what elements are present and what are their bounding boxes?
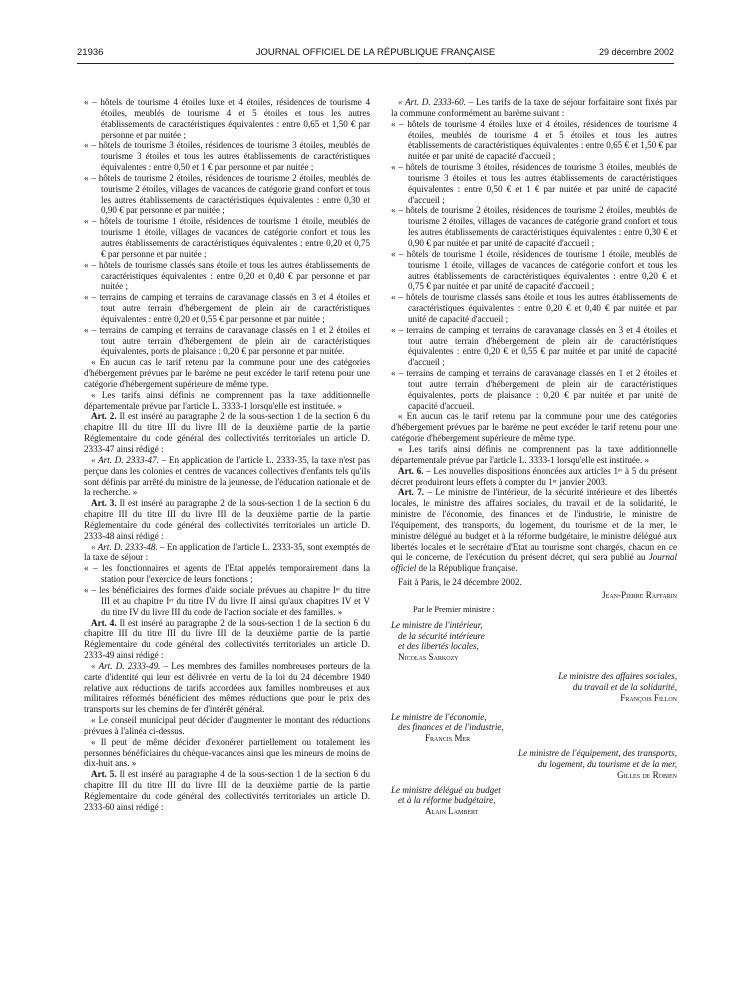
- paragraph: « Les tarifs ainsi définis ne comprennent pas la taxe additionnelle départementale prévue par l'article L. 3333-1 lorsqu'elle est instituée. »: [391, 444, 677, 465]
- article-text-end: de la République française.: [418, 563, 518, 574]
- article-text: Il est inséré au paragraphe 2 de la sous-section 1 de la section 6 du chapitre III du titre III du livre III de la deuxième partie de la partie Réglementaire du code général des collectivités territoriales un article D. 2333-49 ainsi rédigé :: [84, 617, 371, 661]
- right-column: [391, 97, 677, 817]
- article-7: [391, 487, 677, 574]
- minister-name: Nicolas Sarkozy: [398, 652, 459, 663]
- article-2: [84, 411, 370, 454]
- minister-title: Le ministre des affaires sociales,: [558, 671, 677, 682]
- page-header: [77, 47, 674, 61]
- minister-title: Le ministre délégué au budget: [391, 784, 501, 795]
- article-text: – Les nouvelles dispositions énoncées aux articles 1ᵉʳ à 5 du présent décret produiront leurs effets à compter du 1ᵉʳ janvier 2003.: [391, 465, 678, 487]
- article-text: – En application de l'article L. 2333-35, la taxe n'est pas perçue dans les colonies et centres de vacances collectives d'enfants tels qu'ils sont définis par arrêté du ministre de la jeunesse, de l'éducation nationale et de la recherche. »: [84, 454, 370, 498]
- article-label: Art. 2.: [91, 411, 117, 422]
- signature-budget: [391, 785, 677, 818]
- article-label: Art. 4.: [91, 617, 117, 628]
- minister-name: Gilles de Robien: [617, 769, 677, 780]
- article-text: – En application de l'article L. 2333-35, sont exemptés de la taxe de séjour :: [84, 541, 370, 563]
- tariff-item: « – terrains de camping et terrains de caravanage classés en 1 et 2 étoiles et tout autre terrain d'hébergement de plein air de caractéristiques équivalentes, ports de plaisance : 0,20 € par nuitée et par unité de capacité d'accueil.: [391, 368, 677, 411]
- article-text: – Le ministre de l'intérieur, de la sécurité intérieure et des libertés locales, le ministre des affaires sociales, du travail et de la solidarité, le ministre de l'économie, des finances et de l'industrie, le ministre de l'équipement, des transports, du logement, du tourisme et de la mer, le ministre délégué au budget et à la réforme budgétaire, le ministre délégué aux libertés locales et le secrétaire d'Etat au tourisme sont chargés, chacun en ce qui le concerne, de l'exécution du présent décret, qui sera publié au: [391, 487, 677, 563]
- article-text: – Les tarifs de la taxe de séjour forfaitaire sont fixés par la commune conformément au barème suivant :: [391, 97, 677, 118]
- page-number: 21936: [77, 47, 104, 58]
- paragraph: « En aucun cas le tarif retenu par la commune pour une des catégories d'hébergement prévues par le barème ne peut excéder le tarif retenu pour une catégorie d'hébergement supérieure de même type.: [391, 411, 677, 444]
- tariff-item: « – hôtels de tourisme classés sans étoile et tous les autres établissements de caractéristiques équivalentes : entre 0,20 et 0,40 € par personne et par nuitée ;: [84, 259, 370, 292]
- minister-title: de la sécurité intérieure: [398, 630, 485, 641]
- tariff-item: « – hôtels de tourisme 2 étoiles, résidences de tourisme 2 étoiles, meublés de tourisme 2 étoiles, villages de vacances de catégorie grand confort et tous les autres établissements de caractéristiques équivalentes : entre 0,30 € et 0,90 € par nuitée et par unité de capacité d'accueil ;: [391, 205, 677, 248]
- by-prime-minister: Par le Premier ministre :: [413, 604, 495, 614]
- article-5: [84, 769, 370, 812]
- minister-title: du logement, du tourisme et de la mer,: [537, 758, 677, 769]
- tariff-item: « – hôtels de tourisme 2 étoiles, résidences de tourisme 2 étoiles, meublés de tourisme 2 étoiles, villages de vacances de catégorie grand confort et tous les autres établissements de caractéristiques équivalentes : entre 0,30 et 0,90 € par personne et par nuitée ;: [84, 172, 370, 216]
- article-label: « Art. D. 2333-49.: [91, 660, 161, 671]
- minister-title: du travail et de la solidarité,: [572, 681, 677, 692]
- minister-name: François Fillon: [620, 692, 677, 703]
- article-d-2333-49: [84, 661, 370, 715]
- tariff-item: « – hôtels de tourisme 4 étoiles luxe et 4 étoiles, résidences de tourisme 4 étoiles, meublés de tourisme 4 et 5 étoiles et tous les autres établissements de caractéristiques équivalentes : entre 0,65 et 1,50 € par personne et par nuitée ;: [84, 97, 370, 140]
- tariff-item: « – terrains de camping et terrains de caravanage classés en 3 et 4 étoiles et tout autre terrain d'hébergement de plein air de caractéristiques équivalentes : entre 0,20 € et 0,55 € par nuitée et par unité de capacité d'accueil ;: [391, 324, 677, 368]
- article-label: « Art. D. 2333-60.: [398, 97, 466, 107]
- left-column: [84, 97, 370, 813]
- article-label: « Art. D. 2333-48.: [91, 541, 158, 552]
- tariff-item: « – hôtels de tourisme 3 étoiles, résidences de tourisme 3 étoiles, meublés de tourisme 3 étoiles et tous les autres établissements de caractéristiques équivalentes : entre 0,50 et 1 € par personne et par nuitée ;: [84, 140, 370, 173]
- tariff-item: « – terrains de camping et terrains de caravanage classés en 1 et 2 étoiles et tout autre terrain d'hébergement de plein air de caractéristiques équivalentes, ports de plaisance : 0,20 € par personne et par nuitée.: [84, 324, 370, 357]
- journal-reference: Journal officiel: [391, 552, 677, 574]
- signature-interieur: [391, 620, 677, 663]
- article-d-2333-48: [84, 542, 370, 564]
- article-label: Art. 6.: [398, 465, 424, 476]
- signature-equipement: [391, 748, 677, 781]
- tariff-item: « – hôtels de tourisme 3 étoiles, résidences de tourisme 3 étoiles, meublés de tourisme 3 étoiles et tous les autres établissements de caractéristiques équivalentes : entre 0,50 € et 1 € par nuitée et par unité de capacité d'accueil ;: [391, 162, 677, 205]
- minister-title: et des libertés locales,: [398, 641, 479, 652]
- article-text: Il est inséré au paragraphe 2 de la sous-section 1 de la section 6 du chapitre III du titre III du livre III de la deuxième partie de la partie Réglementaire du code général des collectivités territoriales un article D. 2333-48 ainsi rédigé :: [84, 498, 371, 541]
- article-6: [391, 466, 677, 488]
- header-rule: [77, 63, 674, 64]
- exemption-item: « – les fonctionnaires et agents de l'Etat appelés temporairement dans la station pour l'exercice de leurs fonctions ;: [84, 563, 370, 585]
- minister-name: Alain Lambert: [425, 806, 479, 817]
- tariff-item: « – hôtels de tourisme 1 étoile, résidences de tourisme 1 étoile, meublés de tourisme 1 étoile, villages de vacances de catégorie confort et tous les autres établissements de caractéristiques équivalentes : entre 0,20 et 0,75 € par personne et par nuitée ;: [84, 216, 370, 259]
- article-4: [84, 618, 370, 661]
- minister-name: Francis Mer: [425, 733, 471, 744]
- paragraph: « Les tarifs ainsi définis ne comprennent pas la taxe additionnelle départementale prévue par l'article L. 3333-1 lorsqu'elle est instituée. »: [84, 389, 370, 411]
- signing-place-date: Fait à Paris, le 24 décembre 2002.: [398, 577, 522, 588]
- paragraph: « En aucun cas le tarif retenu par la commune pour une des catégories d'hébergement prévues par le barème ne peut excéder le tarif retenu pour une catégorie d'hébergement supérieure de même type.: [84, 357, 370, 389]
- tariff-item: « – hôtels de tourisme classés sans étoile et tous les autres établissements de caractéristiques équivalentes : entre 0,20 € et 0,40 € par nuitée et par unité de capacité d'accueil ;: [391, 292, 677, 324]
- article-text: Il est inséré au paragraphe 4 de la sous-section 1 de la section 6 du chapitre III du titre III du livre III de la deuxième partie de la partie Réglementaire du code général des collectivités territoriales un article D. 2333-60 ainsi rédigé :: [84, 769, 371, 812]
- article-text: Il est inséré au paragraphe 2 de la sous-section 1 de la section 6 du chapitre III du titre III du livre III de la deuxième partie de la partie Réglementaire du code général des collectivités territoriales un article D. 2333-47 ainsi rédigé :: [84, 411, 371, 454]
- article-label: Art. 7.: [398, 487, 425, 498]
- minister-title: des finances et de l'industrie,: [398, 722, 504, 733]
- signature-economie: [391, 712, 677, 745]
- paragraph: « Le conseil municipal peut décider d'augmenter le montant des réductions prévues à l'alinéa ci-dessus.: [84, 715, 370, 736]
- signature-sociales: [391, 671, 677, 704]
- tariff-item: « – hôtels de tourisme 4 étoiles luxe et 4 étoiles, résidences de tourisme 4 étoiles, meublés de tourisme 4 et 5 étoiles et tous les autres établissements de caractéristiques équivalentes : entre 0,65 € et 1,50 € par nuitée et par unité de capacité d'accueil ;: [391, 118, 677, 162]
- tariff-item: « – hôtels de tourisme 1 étoile, résidences de tourisme 1 étoile, meublés de tourisme 1 étoile, villages de vacances de catégorie confort et tous les autres établissements de caractéristiques équivalentes : entre 0,20 € et 0,75 € par nuitée et par unité de capacité d'accueil ;: [391, 248, 677, 292]
- publication-date: 29 décembre 2002: [598, 47, 674, 57]
- article-3: [84, 498, 370, 541]
- exemption-item: « – les bénéficiaires des formes d'aide sociale prévues au chapitre Iᵉʳ du titre III et au chapitre Iᵉʳ du titre IV du livre II ainsi qu'aux chapitres IV et V du titre IV du livre III du code de l'action sociale et des familles. »: [84, 584, 370, 617]
- minister-title: Le ministre de l'économie,: [391, 711, 487, 722]
- article-d-2333-60: [391, 97, 677, 119]
- minister-title: et à la réforme budgétaire,: [398, 795, 496, 806]
- article-text: – Les membres des familles nombreuses porteurs de la carte d'identité qui leur est délivrée en vertu de la loi du 24 décembre 1940 relative aux réductions de tarifs accordées aux familles nombreuses et aux militaires réformés bénéficient des mêmes réductions que pour le prix des transports sur les chemins de fer d'intérêt général.: [84, 660, 371, 715]
- article-label: « Art. D. 2333-47.: [91, 454, 159, 465]
- article-d-2333-47: [84, 455, 370, 498]
- journal-title: JOURNAL OFFICIEL DE LA RÉPUBLIQUE FRANÇAISE: [255, 47, 496, 58]
- minister-title: Le ministre de l'équipement, des transports,: [518, 748, 677, 759]
- prime-minister-signature: Jean-Pierre Raffarin: [602, 589, 677, 600]
- paragraph: « Il peut de même décider d'exonérer partiellement ou totalement les personnes bénéficiaires du chèque-vacances ainsi que les mineurs de moins de dix-huit ans. »: [84, 736, 370, 769]
- tariff-item: « – terrains de camping et terrains de caravanage classés en 3 et 4 étoiles et tout autre terrain d'hébergement de plein air de caractéristiques équivalentes : entre 0,20 et 0,55 € par personne et par nuitée ;: [84, 292, 370, 324]
- minister-title: Le ministre de l'intérieur,: [391, 619, 483, 630]
- article-label: Art. 3.: [91, 498, 117, 509]
- article-label: Art. 5.: [91, 769, 117, 780]
